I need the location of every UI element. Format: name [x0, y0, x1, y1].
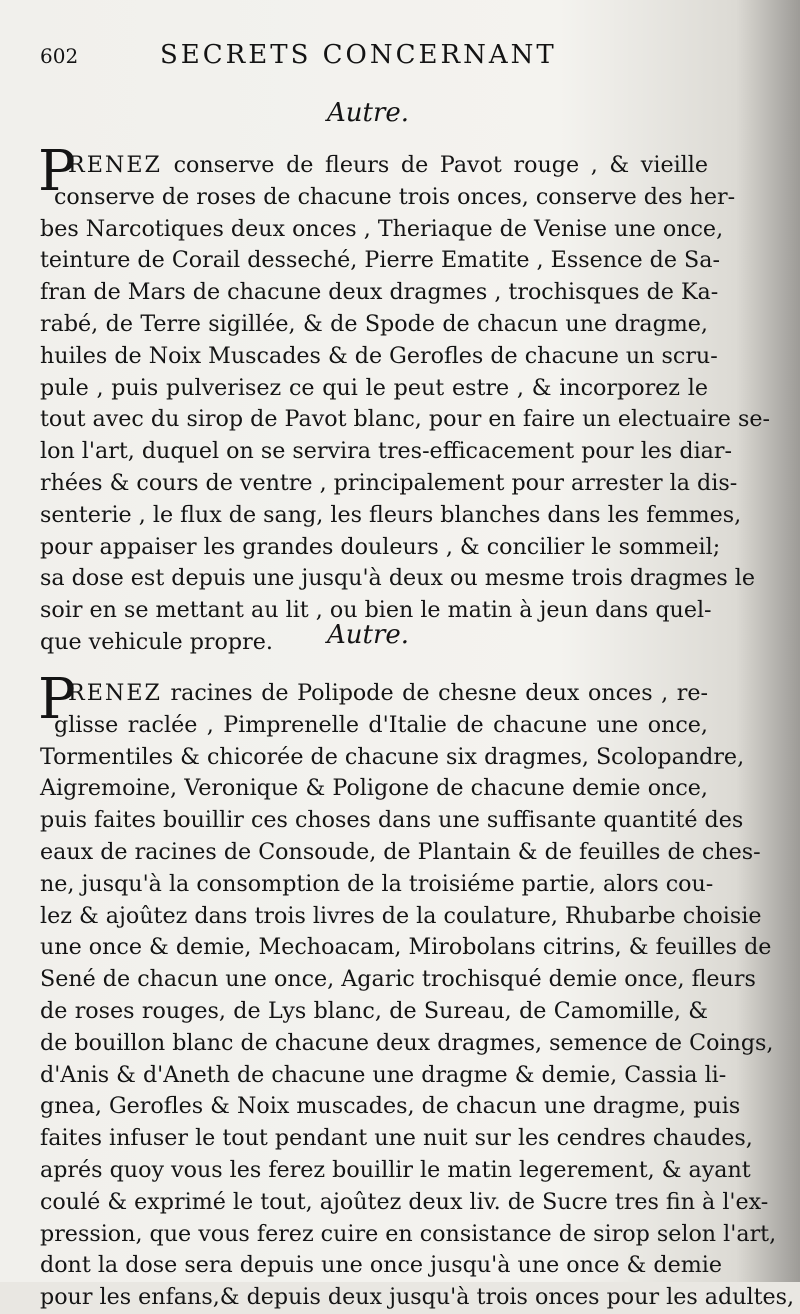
paragraph-line: pression, que vous ferez cuire en consistance de sirop selon l'art,: [40, 1220, 777, 1247]
drop-cap: P: [38, 667, 76, 732]
page-number: 602: [40, 44, 79, 68]
paragraph-line: huiles de Noix Muscades & de Gerofles de chacune un scru-: [40, 342, 718, 369]
paragraph-line: que vehicule propre.: [40, 628, 273, 655]
first-word: RENEZ: [68, 152, 162, 178]
paragraph-line: tout avec du sirop de Pavot blanc, pour en faire un electuaire se-: [40, 406, 770, 433]
drop-cap: P: [38, 139, 76, 204]
first-word: RENEZ: [68, 680, 162, 706]
paragraph-line: d'Anis & d'Aneth de chacune une dragme & demie, Cassia li-: [40, 1061, 727, 1088]
paragraph-line: sa dose est depuis une jusqu'à deux ou mesme trois dragmes le: [40, 565, 755, 592]
paragraph-line: dont la dose sera depuis une once jusqu'à une once & demie: [40, 1252, 722, 1279]
paragraph-line: faites infuser le tout pendant une nuit sur les cendres chaudes,: [40, 1125, 753, 1152]
paragraph-line: coulé & exprimé le tout, ajoûtez deux liv. de Sucre tres fin à l'ex-: [40, 1188, 769, 1215]
paragraph-line: lon l'art, duquel on se servira tres-efficacement pour les diar-: [40, 438, 732, 465]
line-text: racines de Polipode de chesne deux onces , re-: [161, 680, 708, 706]
line-text: conserve de fleurs de Pavot rouge , & vieille: [161, 152, 708, 178]
recipe-paragraph-2: [38, 667, 795, 1314]
paragraph-line: eaux de racines de Consoude, de Plantain & de feuilles de ches-: [40, 838, 761, 865]
paragraph-line: conserve de roses de chacune trois onces, conserve des her-: [54, 183, 736, 210]
recipe-paragraph-1: [38, 139, 770, 659]
paragraph-line: une once & demie, Mechoacam, Mirobolans citrins, & feuilles de: [40, 934, 772, 961]
paragraph-line: pule , puis pulverisez ce qui le peut estre , & incorporez le: [40, 374, 708, 401]
paragraph-line: pour appaiser les grandes douleurs , & concilier le sommeil;: [40, 533, 721, 560]
paragraph-line: glisse raclée , Pimprenelle d'Italie de chacune une once,: [54, 711, 708, 738]
paragraph-line: rhées & cours de ventre , principalement pour arrester la dis-: [40, 469, 738, 496]
paragraph-line: de roses rouges, de Lys blanc, de Sureau, de Camomille, &: [40, 997, 708, 1024]
paragraph-line: lez & ajoûtez dans trois livres de la coulature, Rhubarbe choisie: [40, 902, 762, 929]
paragraph-line: soir en se mettant au lit , ou bien le matin à jeun dans quel-: [40, 597, 712, 624]
section-title-2: Autre.: [326, 620, 410, 650]
paragraph-line: puis faites bouillir ces choses dans une suffisante quantité des: [40, 807, 744, 834]
paragraph-line: teinture de Corail desseché, Pierre Ematite , Essence de Sa-: [40, 247, 720, 274]
paragraph-line: aprés quoy vous les ferez bouillir le matin legerement, & ayant: [40, 1156, 751, 1183]
paragraph-line: gnea, Gerofles & Noix muscades, de chacun une dragme, puis: [40, 1093, 741, 1120]
paragraph-line: pour les enfans,& depuis deux jusqu'à trois onces pour les adultes,: [40, 1284, 795, 1311]
paragraph-line: senterie , le flux de sang, les fleurs blanches dans les femmes,: [40, 501, 742, 528]
paragraph-line: rabé, de Terre sigillée, & de Spode de chacun une dragme,: [40, 310, 708, 337]
running-head: SECRETS CONCERNANT: [160, 40, 557, 70]
section-title-1: Autre.: [326, 98, 410, 128]
paragraph-line: bes Narcotiques deux onces , Theriaque de Venise une once,: [40, 215, 724, 242]
paragraph-line: Sené de chacun une once, Agaric trochisqué demie once, fleurs: [40, 966, 756, 993]
page-header: [40, 32, 600, 72]
paragraph-line: ne, jusqu'à la consomption de la troisiéme partie, alors cou-: [40, 870, 714, 897]
paragraph-line: [40, 678, 708, 710]
paragraph-line: [40, 150, 708, 182]
paragraph-line: de bouillon blanc de chacune deux dragmes, semence de Coings,: [40, 1029, 774, 1056]
paragraph-line: Aigremoine, Veronique & Poligone de chacune demie once,: [40, 775, 708, 802]
paragraph-line: fran de Mars de chacune deux dragmes , trochisques de Ka-: [40, 279, 719, 306]
paragraph-line: Tormentiles & chicorée de chacune six dragmes, Scolopandre,: [40, 743, 745, 770]
